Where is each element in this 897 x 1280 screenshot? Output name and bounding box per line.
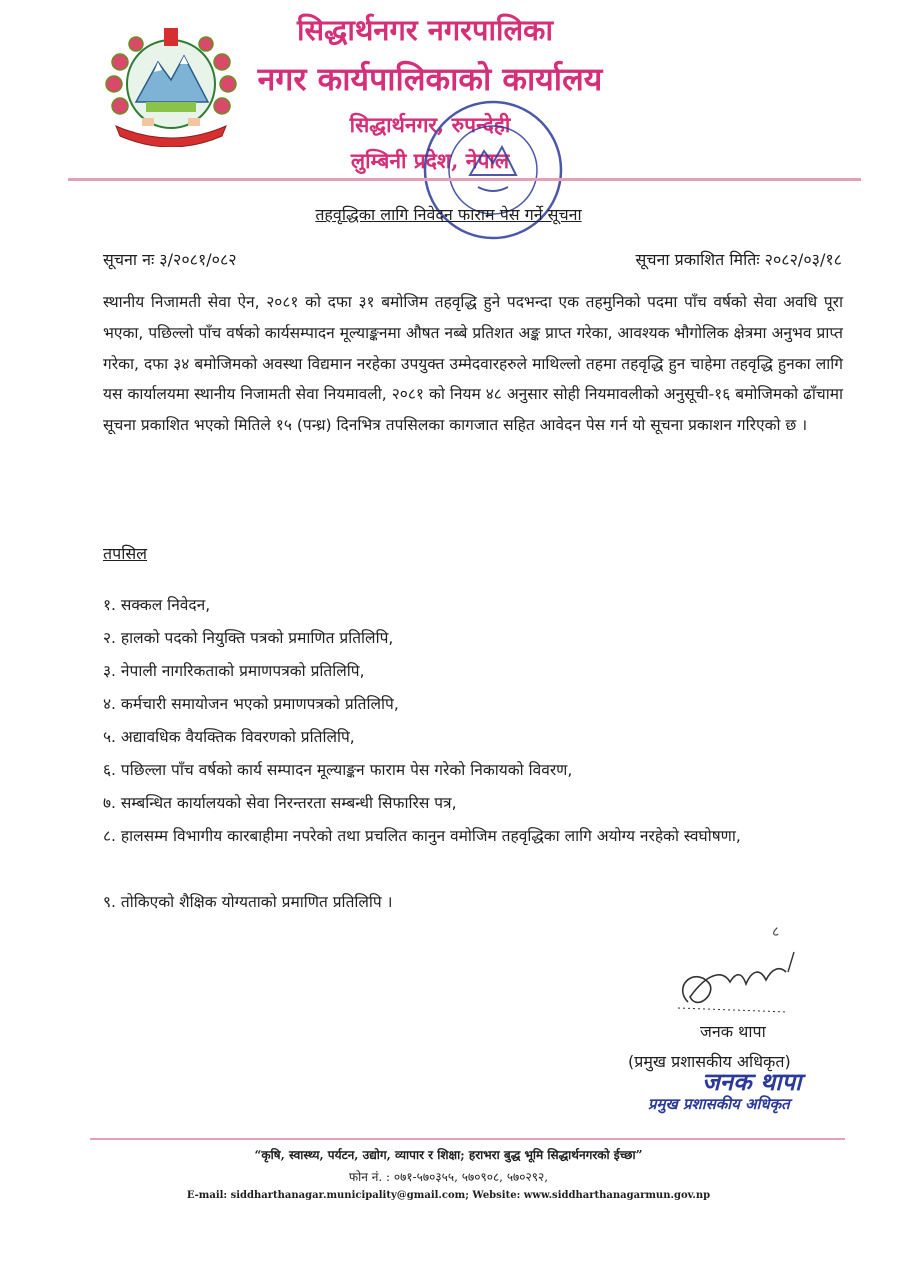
- signatory-name: जनक थापा: [700, 1022, 766, 1041]
- list-item: ७. सम्बन्धित कार्यालयको सेवा निरन्तरता सम्बन्धी सिफारिस पत्र,: [103, 794, 457, 812]
- footer-phone: फोन नं. : ०७१-५७०३५५, ५७०९०८, ५७०२९२,: [348, 1170, 549, 1184]
- seal-title: प्रमुख प्रशासकीय अधिकृत: [648, 1095, 790, 1113]
- list-item: ८. हालसम्म विभागीय कारबाहीमा नपरेको तथा प्रचलित कानुन वमोजिम तहवृद्धिका लागि अयोग्य नरहेको स्वघोषणा,: [103, 827, 741, 845]
- header-divider: [68, 178, 861, 181]
- list-item: ६. पछिल्ला पाँच वर्षको कार्य सम्पादन मूल्याङ्कन फाराम पेस गरेको निकायको विवरण,: [103, 761, 573, 779]
- list-item: ४. कर्मचारी समायोजन भएको प्रमाणपत्रको प्रतिलिपि,: [103, 695, 399, 713]
- footer-motto: “कृषि, स्वास्थ्य, पर्यटन, उद्योग, व्यापार र शिक्षा; हराभरा बुद्ध भूमि सिद्धार्थनगरको ईच्छा”: [254, 1148, 643, 1162]
- list-title: तपसिल: [103, 544, 148, 563]
- handwritten-signature: [668, 942, 798, 1022]
- address-line: सिद्धार्थनगर, रुपन्देही: [349, 112, 511, 137]
- list-item: ५. अद्यावधिक वैयक्तिक विवरणको प्रतिलिपि,: [103, 728, 355, 746]
- office-name: नगर कार्यपालिकाको कार्यालय: [257, 60, 603, 98]
- seal-name: जनक थापा: [702, 1068, 802, 1096]
- notice-number: सूचना नः ३/२०८१/०८२: [103, 250, 237, 269]
- notice-body: स्थानीय निजामती सेवा ऐन, २०८१ को दफा ३१ बमोजिम तहवृद्धि हुने पदभन्दा एक तहमुनिको पदमा पाँच वर्षको सेवा अवधि पूरा भएका, पछिल्लो पाँच वर्षको कार्यसम्पादन मूल्याङ्कनमा औषत नब्बे प्रतिशत अङ्क प्राप्त गरेका, आवश्यक भौगोलिक क्षेत्रमा अनुभव प्राप्त गरेका, दफा ३४ बमोजिमको अवस्था विद्यमान नरहेका उपयुक्त उम्मेदवारहरुले माथिल्लो तहमा तहवृद्धि हुन चाहेमा तहवृद्धि हुनका लागि यस कार्यालयमा स्थानीय निजामती सेवा नियमावली, २०८१ को नियम ४८ अनुसार सोही नियमावलीको अनुसूची-१६ बमोजिमको ढाँचामा सूचना प्रकाशित भएको मितिले १५ (पन्ध्र) दिनभित्र तपसिलका कागजात सहित आवेदन पेस गर्न यो सूचना प्रकाशन गरिएको छ ।: [103, 293, 843, 435]
- list-item: २. हालको पदको नियुक्ति पत्रको प्रमाणित प्रतिलिपि,: [103, 629, 394, 647]
- notice-subject: तहवृद्धिका लागि निवेदन फाराम पेस गर्ने सूचना: [315, 205, 582, 224]
- list-item: ३. नेपाली नागरिकताको प्रमाणपत्रको प्रतिलिपि,: [103, 662, 365, 680]
- list-item: १. सक्कल निवेदन,: [103, 596, 211, 614]
- signatory-title: (प्रमुख प्रशासकीय अधिकृत): [628, 1052, 791, 1071]
- notice-published-date: सूचना प्रकाशित मितिः २०८२/०३/१८: [635, 250, 842, 269]
- required-documents-list: [103, 590, 843, 920]
- footer-divider: [90, 1138, 845, 1140]
- province-line: लुम्बिनी प्रदेश, नेपाल: [350, 148, 510, 173]
- list-item: ९. तोकिएको शैक्षिक योग्यताको प्रमाणित प्रतिलिपि ।: [103, 893, 393, 911]
- page-mark: ८: [772, 924, 780, 940]
- footer-contact: E-mail: siddharthanagar.municipality@gmail.com; Website: www.siddharthanagarmun.gov.np: [186, 1190, 711, 1201]
- municipality-name: सिद्धार्थनगर नगरपालिका: [297, 13, 553, 47]
